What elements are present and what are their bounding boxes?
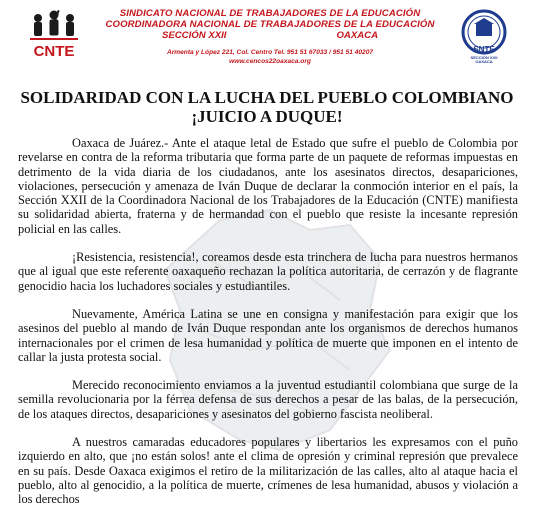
title-line-1: SOLIDARIDAD CON LA LUCHA DEL PUEBLO COLOMBIANO [20, 88, 514, 107]
document-body [18, 136, 518, 521]
title-line-2: ¡JUICIO A DUQUE! [191, 107, 343, 126]
website: www.cencos22oaxaca.org [229, 58, 311, 65]
union-name: SINDICATO NACIONAL DE TRABAJADORES DE LA EDUCACIÓN [119, 8, 421, 19]
svg-text:SECCIÓN XXII: SECCIÓN XXII [470, 55, 498, 60]
state-label: OAXACA [336, 30, 379, 41]
paragraph: Merecido reconocimiento enviamos a la juventud estudiantil colombiana que surge de la semilla revolucionaria por la férrea defensa de sus derechos a pesar de las balas, de la persecución, de los ataques directos, desapariciones y asesinatos del gobierno fascista neoliberal. [18, 378, 518, 421]
coordinator-name: COORDINADORA NACIONAL DE TRABAJADORES DE LA EDUCACIÓN [105, 19, 435, 30]
svg-text:CNTE: CNTE [33, 43, 75, 60]
snte-seal [456, 8, 512, 64]
letterhead-text [90, 8, 450, 66]
document-title [0, 88, 534, 126]
paragraph: ¡Resistencia, resistencia!, coreamos desde esta trinchera de lucha para nuestros hermanos que al igual que este referente oaxaqueño rechazan la política autoritaria, de cerrazón y de flagrante genocidio hacia los luchadores sociales y estudiantiles. [18, 250, 518, 293]
svg-text:SNTE: SNTE [473, 45, 495, 54]
paragraph: Oaxaca de Juárez.- Ante el ataque letal de Estado que sufre el pueblo de Colombia por revelarse en contra de la reforma tributaria que forma parte de un paquete de reformas impuestas en detrimento de la vida diaria de los ciudadanos, ante los asesinatos directos, desapariciones, violaciones, persecución y amenaza de Iván Duque de declarar la conmoción interior en el país, la Sección XXII de la Coordinadora Nacional de los Trabajadores de la Educación (CNTE) manifiesta su solidaridad abierta, fraterna y de hermandad con el pueblo que resiste la incesante represión policial en las calles. [18, 136, 518, 236]
section-label: SECCIÓN XXII [161, 30, 227, 41]
svg-text:OAXACA: OAXACA [475, 59, 493, 64]
section-line [90, 30, 450, 41]
letterhead [0, 0, 534, 80]
cnte-logo [26, 8, 82, 64]
address: Armenta y López 221, Col. Centro Tel. 951 51 67033 / 951 51 40207 [166, 49, 374, 56]
paragraph: A nuestros camaradas educadores populares y libertarios les expresamos con el puño izquierdo en alto, que ¡no están solos! ante el clima de opresión y criminal represión que prevalece en su país. Desde Oaxaca exigimos el retiro de la militarización de las calles, alto al ataque hacia el pueblo, alto al genocidio, a la política de muerte, crímenes de lesa humanidad, abusos y violación a los derechos [18, 435, 518, 507]
paragraph: Nuevamente, América Latina se une en consigna y manifestación para exigir que los asesinos del pueblo al mando de Iván Duque respondan ante los organismos de derechos humanos internacionales por el crimen de lesa humanidad y política de muerte que imponen en el intento de callar la justa protesta social. [18, 306, 518, 364]
